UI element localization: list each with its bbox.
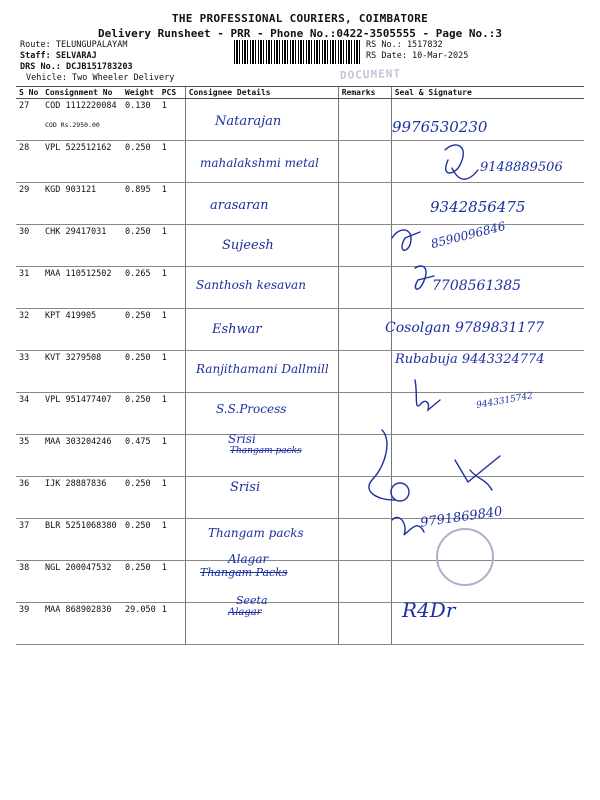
signature-scribble [391,483,409,501]
signature-phone: 9342856475 [430,198,526,216]
sno-cell: 35 [16,435,42,477]
handwritten-name: Seeta [236,594,268,607]
weight-cell: 29.050 [122,603,159,645]
handwritten-name: arasaran [210,198,269,213]
staff-label: Staff: SELVARAJ [20,51,97,61]
signature-phone: Rubabuja 9443324774 [395,352,545,367]
rs-number: RS No.: 1517832 [366,40,443,50]
signature-phone: 8590096846 [429,218,507,252]
weight-cell: 0.475 [122,435,159,477]
pcs-cell: 1 [159,561,186,603]
signature-scribble [455,456,500,490]
col-header-consignee: Consignee Details [185,87,338,99]
col-header-pcs: PCS [159,87,186,99]
sno-cell: 30 [16,225,42,267]
handwritten-name: S.S.Process [216,402,287,416]
consignment-number: COD 1112220084 [45,101,117,111]
weight-cell: 0.250 [122,351,159,393]
signature-scribble [445,145,478,179]
consignment-cell: MAA 868902830 [42,603,122,645]
sno-cell: 37 [16,519,42,561]
weight-cell: 0.250 [122,561,159,603]
pcs-cell: 1 [159,99,186,141]
signature-mark: R4Dr [402,598,456,622]
pcs-cell: 1 [159,309,186,351]
handwritten-struck-name: Thangam Packs [200,566,288,579]
handwritten-name: Srisi [230,480,261,495]
consignment-cell: VPL 951477407 [42,393,122,435]
handwritten-name: Alagar [228,552,269,566]
handwritten-name: mahalakshmi metal [200,156,319,170]
faded-stamp: DOCUMENT [339,66,402,83]
signature-phone: 9976530230 [392,118,488,136]
sno-cell: 34 [16,393,42,435]
handwritten-struck-name: Alagar [228,607,262,618]
signature-scribble [392,230,420,250]
sno-cell: 27 [16,99,42,141]
weight-cell: 0.265 [122,267,159,309]
signature-phone: Cosolgan 9789831177 [385,320,545,336]
pcs-cell: 1 [159,477,186,519]
company-title: THE PROFESSIONAL COURIERS, COIMBATORE [171,12,429,25]
vehicle-label: Vehicle: Two Wheeler Delivery [26,73,175,83]
handwritten-name: Thangam packs [208,526,304,540]
weight-cell: 0.250 [122,393,159,435]
col-header-consignment: Consignment No [42,87,122,99]
cod-amount: COD Rs.2950.00 [45,121,100,129]
pcs-cell: 1 [159,141,186,183]
handwritten-name: Srisi [228,432,256,446]
weight-cell: 0.895 [122,183,159,225]
pcs-cell: 1 [159,603,186,645]
weight-cell: 0.250 [122,225,159,267]
handwritten-name: Santhosh kesavan [196,278,306,292]
pcs-cell: 1 [159,351,186,393]
sno-cell: 33 [16,351,42,393]
seal-stamp [436,528,494,586]
pcs-cell: 1 [159,225,186,267]
sno-cell: 31 [16,267,42,309]
pcs-cell: 1 [159,435,186,477]
consignment-cell: IJK 28887836 [42,477,122,519]
col-header-signature: Seal & Signature [391,87,584,99]
signature-phone: 9148889506 [480,160,563,175]
consignment-cell: CHK 29417031 [42,225,122,267]
consignment-cell: KGD 903121 [42,183,122,225]
route-label: Route: TELUNGUPALAYAM [20,40,128,50]
consignment-cell: NGL 200047532 [42,561,122,603]
sno-cell: 39 [16,603,42,645]
col-header-weight: Weight [122,87,159,99]
signature-scribble [392,518,424,535]
consignment-cell: KVT 3279508 [42,351,122,393]
runsheet-subtitle: Delivery Runsheet - PRR - Phone No.:0422-3505555 - Page No.:3 [98,27,502,40]
handwritten-struck-name: Thangam packs [230,446,302,456]
signature-scribble [415,380,440,410]
consignment-cell: MAA 303204246 [42,435,122,477]
handwritten-name: Sujeesh [222,238,274,253]
handwritten-name: Ranjithamani Dallmill [196,362,329,376]
pcs-cell: 1 [159,183,186,225]
col-header-sno: S No [16,87,42,99]
sno-cell: 29 [16,183,42,225]
signature-phone: 9443315742 [475,391,534,411]
weight-cell: 0.250 [122,141,159,183]
consignment-cell: BLR 5251068380 [42,519,122,561]
handwritten-name: Eshwar [212,322,262,337]
weight-cell: 0.130 [122,99,159,141]
signature-scribble [415,266,434,289]
drs-number: DRS No.: DCJB151783203 [20,62,133,72]
signature-phone: 9791869840 [419,504,504,531]
sno-cell: 32 [16,309,42,351]
col-header-remarks: Remarks [338,87,391,99]
pcs-cell: 1 [159,267,186,309]
consignment-cell: KPT 419905 [42,309,122,351]
consignment-cell: VPL 522512162 [42,141,122,183]
handwritten-name: Natarajan [215,114,282,129]
sno-cell: 28 [16,141,42,183]
pcs-cell: 1 [159,393,186,435]
consignment-cell: MAA 110512502 [42,267,122,309]
weight-cell: 0.250 [122,519,159,561]
sno-cell: 38 [16,561,42,603]
weight-cell: 0.250 [122,309,159,351]
sno-cell: 36 [16,477,42,519]
rs-date: RS Date: 10-Mar-2025 [366,51,469,61]
pcs-cell: 1 [159,519,186,561]
weight-cell: 0.250 [122,477,159,519]
signature-phone: 7708561385 [432,278,522,294]
